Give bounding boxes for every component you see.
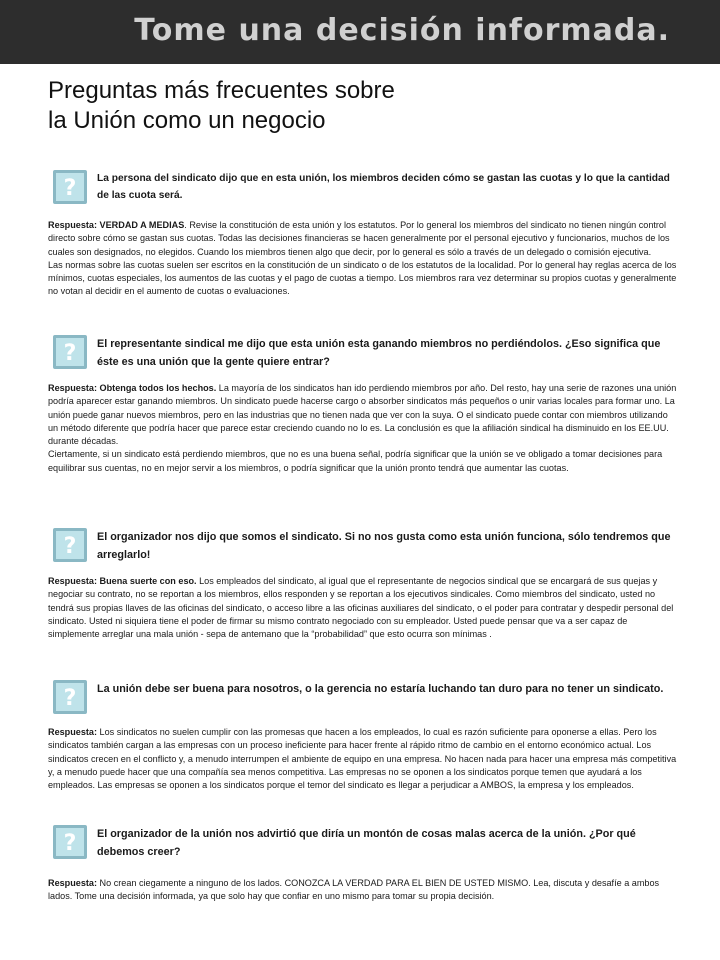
svg-text:?: ? xyxy=(63,831,77,856)
faq-question: El representante sindical me dijo que esta unión esta ganando miembros no perdiéndolos. ¿Eso significa que éste es una unión que la gente quiere entrar? xyxy=(97,338,661,368)
faq-answer-lead: Respuesta: xyxy=(48,878,98,888)
faq-question-row xyxy=(48,170,678,208)
faq-question: El organizador de la unión nos advirtió que diría un montón de cosas malas acerca de la unión. ¿Por qué debemos creer? xyxy=(97,828,636,858)
faq-answer-text: . Revise la constitución de esta unión y los estatutos. Por lo general los miembros del sindicato no tienen ningún control directo sobre cómo se gastan sus cuotas. Todas las decisiones financieras se hacen generalmente por el personal ejecutivo y funcionarios, muchos de los cuales son designados, no elegidos. Cuando los miembros tienen algo que decir, por lo general es sólo a través de un delegado o comisión ejecutiva. xyxy=(48,220,670,257)
faq-item xyxy=(48,528,678,641)
faq-answer xyxy=(48,877,678,904)
page-title-line-2: la Unión como un negocio xyxy=(48,107,326,134)
faq-question: El organizador nos dijo que somos el sindicato. Si no nos gusta como esta unión funciona, sólo tendremos que arreglarlo! xyxy=(97,531,671,561)
question-icon xyxy=(53,680,87,714)
question-icon xyxy=(53,170,87,204)
faq-question: La persona del sindicato dijo que en esta unión, los miembros deciden cómo se gastan las cuotas y lo que la cantidad de las cuota será. xyxy=(97,173,670,201)
faq-item xyxy=(48,170,678,299)
faq-item xyxy=(48,680,678,792)
faq-answer-text: No crean ciegamente a ninguno de los lados. CONOZCA LA VERDAD PARA EL BIEN DE USTED MISMO. Lea, discuta y desafíe a ambos lados. Tome una decisión informada, ya que solo hay que confiar en uno mismo para tomar su propia decisión. xyxy=(48,878,660,902)
faq-answer-text-2: Las normas sobre las cuotas suelen ser escritos en la constitución de un sindicato o de los estatutos de la localidad. Por lo general hay reglas acerca de los mínimos, cuotas especiales, los aumentos de las cuotas y el pago de cuotas a tiempo. Los miembros rara vez determinar su propios cuotas y generalmente no votan al decidir en el aumento de cuotas o evaluaciones. xyxy=(48,259,677,297)
faq-answer xyxy=(48,575,678,641)
question-icon xyxy=(53,825,87,859)
page-title-line-1: Preguntas más frecuentes sobre xyxy=(48,77,395,104)
faq-question-row xyxy=(48,335,678,373)
faq-question: La unión debe ser buena para nosotros, o la gerencia no estaría luchando tan duro para no tener un sindicato. xyxy=(97,683,664,695)
faq-answer-lead: Respuesta: VERDAD A MEDIAS xyxy=(48,220,185,230)
faq-answer-lead: Respuesta: Buena suerte con eso. xyxy=(48,576,197,586)
faq-answer-text: Los sindicatos no suelen cumplir con las promesas que hacen a los empleados, lo cual es razón suficiente para oponerse a ellas. Pero los sindicatos también cargan a las empresas con un proceso ineficiente para hacer frente al rápido ritmo de cambio en el entorno económico actual. Los sindicatos crecen en el conflicto y, a menudo interrumpen el ambiente de equipo en una empresa. No hacen nada para hacer una empresa más competitiva y, a menudo puede hacer que una compañía sea menos competitiva. Las empresas no se oponen a los sindicatos porque temen que ayudará a los empleados. Las empresas se oponen a los sindicatos porque el temor del sindicato es llegar a perjudicar a AMBOS, la empresa y los empleados. xyxy=(48,727,677,791)
question-icon xyxy=(53,528,87,562)
faq-answer-lead: Respuesta: xyxy=(48,727,98,737)
header-banner xyxy=(0,0,720,64)
header-title: Tome una decisión informada. xyxy=(134,13,670,48)
faq-answer-text: Los empleados del sindicato, al igual que el representante de negocios sindical que se encargará de sus quejas y negociar su contrato, no se reportan a los miembros, ellos responden y se reportan a los ejecutivos sindicales. Como miembros del sindicato, usted no tendrá sus propias llaves de las oficinas del sindicato, o acceso libre a las oficinas auxiliares del sindicato, o el poder para contratar y despedir personal del sindicato. Usted ni siquiera tiene el poder de firmar su mismo contrato negociado con su empleador. Usted puede pensar que va a ser capaz de simplemente arreglar una mala unión - sepa de antemano que la “probabilidad” que esto ocurra son mínimas . xyxy=(48,576,674,640)
page-title xyxy=(48,76,608,136)
faq-answer xyxy=(48,219,678,299)
faq-answer-text: La mayoría de los sindicatos han ido perdiendo miembros por año. Del resto, hay una serie de razones una unión podría aparecer estar ganando miembros. Un sindicato puede hacerse cargo o absorber sindicatos más pequeños o unir varias locales para formar uno. La unión puede ganar nuevos miembros, pero en las industrias que no tienen nada que ver con la suya. O el sindicato puede contar con miembros utilizando un método diferente que podría hacer que parece estar creciendo cuando no lo es. La conclusión es que la afiliación sindical ha disminuido en los EE.UU. durante décadas. xyxy=(48,383,677,447)
faq-question-row xyxy=(48,528,678,566)
faq-question-row xyxy=(48,680,678,718)
faq-item xyxy=(48,335,678,475)
svg-text:?: ? xyxy=(63,341,77,366)
faq-item xyxy=(48,825,678,904)
faq-answer xyxy=(48,382,678,475)
faq-question-row xyxy=(48,825,678,863)
svg-text:?: ? xyxy=(63,176,77,201)
faq-answer-lead: Respuesta: Obtenga todos los hechos. xyxy=(48,383,217,393)
question-icon xyxy=(53,335,87,369)
svg-text:?: ? xyxy=(63,534,77,559)
faq-answer xyxy=(48,726,678,792)
faq-answer-text-2: Ciertamente, si un sindicato está perdiendo miembros, que no es una buena señal, podría significar que la unión se ve obligado a tomar decisiones para equilibrar sus cuentas, no en mejor servir a los miembros, o podría significar que la unión pronto tendrá que aumentar las cuotas. xyxy=(48,449,663,473)
svg-text:?: ? xyxy=(63,686,77,711)
